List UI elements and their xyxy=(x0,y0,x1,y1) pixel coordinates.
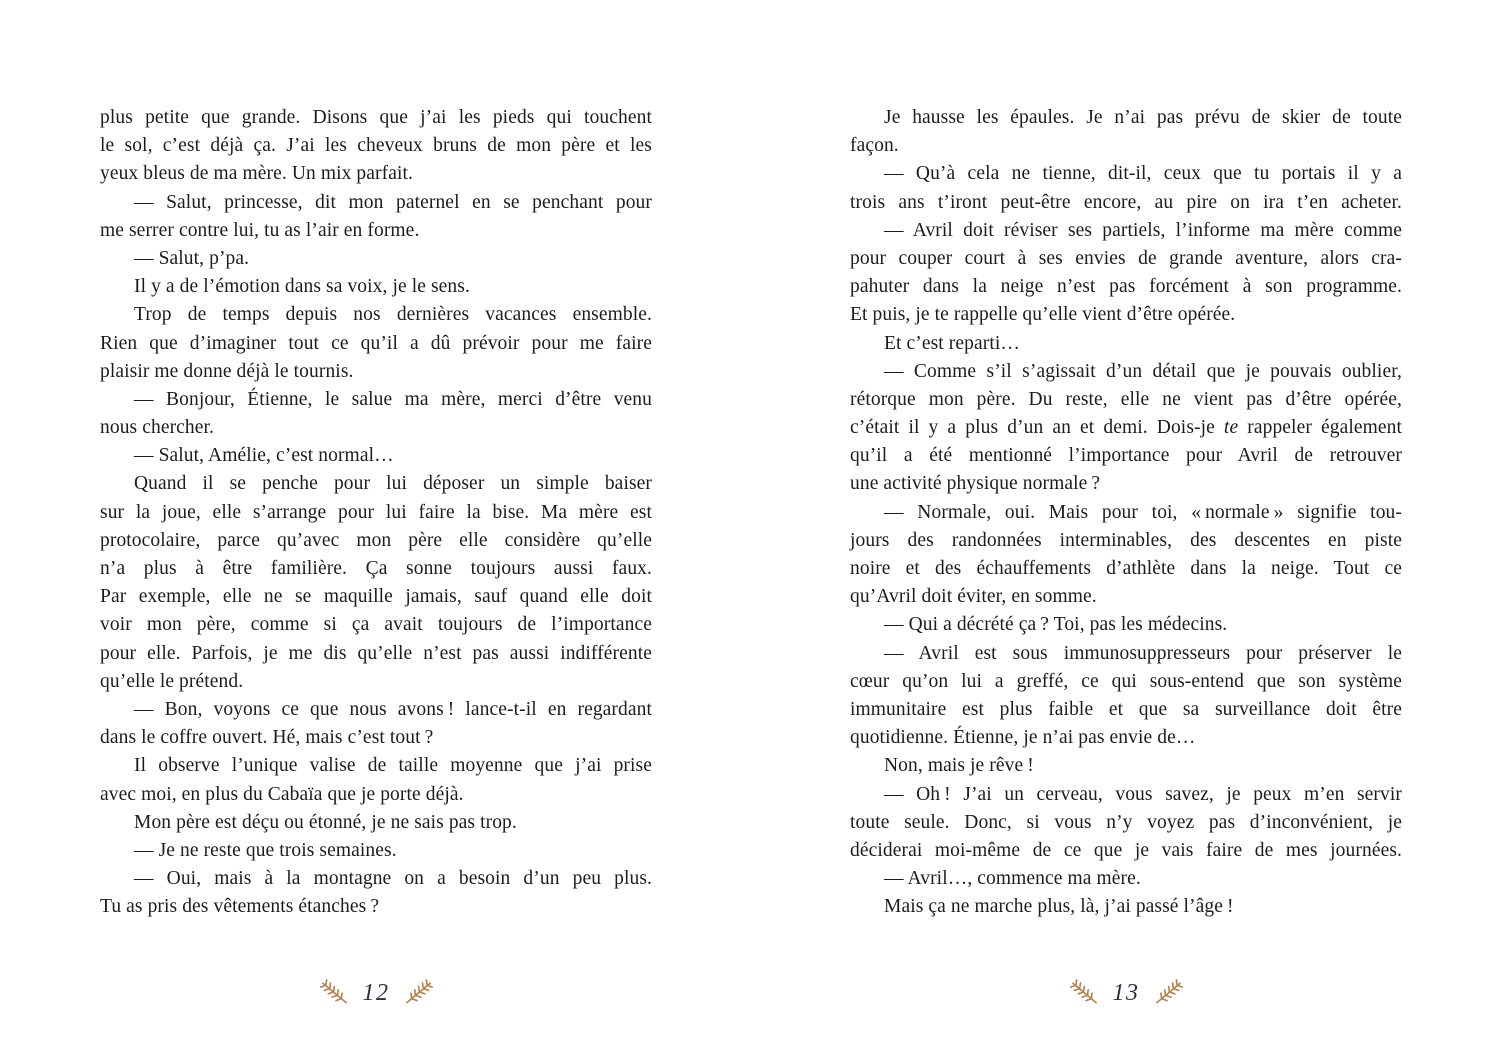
text-line: immunitaire est plus faible et que sa surveillance doit être xyxy=(850,698,1402,720)
text-line: nous chercher. xyxy=(100,417,215,439)
text-line: Et puis, je te rappelle qu’elle vient d’être opérée. xyxy=(850,304,1236,326)
text-line: protocolaire, parce qu’avec mon père elle considère qu’elle xyxy=(100,529,652,551)
leaf-sprig-right-icon xyxy=(404,979,433,1005)
text-line: c’était il y a plus d’un an et demi. Dois-je te rappeler également xyxy=(850,417,1402,439)
page-right-folio xyxy=(850,972,1402,1012)
text-line: Mais ça ne marche plus, là, j’ai passé l’âge ! xyxy=(884,896,1234,918)
page-left-text xyxy=(100,104,652,921)
page-number: 12 xyxy=(362,979,390,1006)
text-line: Je hausse les épaules. Je n’ai pas prévu de skier de toute xyxy=(884,107,1402,128)
text-line: — Avril est sous immunosuppresseurs pour préserver le xyxy=(884,642,1402,664)
text-line: — Comme s’il s’agissait d’un détail que je pouvais oublier, xyxy=(884,360,1402,382)
text-line: pour elle. Parfois, je me dis qu’elle n’est pas aussi indifférente xyxy=(100,642,652,664)
text-line: — Salut, princesse, dit mon paternel en se penchant pour xyxy=(134,191,652,213)
text-line: — Bon, voyons ce que nous avons ! lance-t-il en regardant xyxy=(134,698,652,720)
text-line: qu’Avril doit éviter, en somme. xyxy=(850,586,1097,608)
leaf-sprig-left-icon xyxy=(320,979,349,1005)
text-line: dans le coffre ouvert. Hé, mais c’est tout ? xyxy=(100,727,434,749)
text-line: — Avril…, commence ma mère. xyxy=(884,868,1141,890)
text-line: avec moi, en plus du Cabaïa que je porte déjà. xyxy=(100,783,464,805)
text-line: pour couper court à ses envies de grande aventure, alors cra- xyxy=(850,247,1402,269)
page-left xyxy=(100,104,652,1024)
text-line: — Salut, p’pa. xyxy=(134,247,250,269)
text-line: Par exemple, elle ne se maquille jamais, sauf quand elle doit xyxy=(100,586,652,608)
text-line: Et c’est reparti… xyxy=(884,332,1020,354)
text-line: — Bonjour, Étienne, le salue ma mère, merci d’être venu xyxy=(134,388,652,410)
text-line: — Qu’à cela ne tienne, dit-il, ceux que tu portais il y a xyxy=(884,163,1402,185)
text-line: une activité physique normale ? xyxy=(850,473,1101,495)
text-line: Quand il se penche pour lui déposer un simple baiser xyxy=(134,473,652,495)
text-line: n’a plus à être familière. Ça sonne toujours aussi faux. xyxy=(100,558,652,579)
page-right xyxy=(850,104,1402,1024)
text-line: yeux bleus de ma mère. Un mix parfait. xyxy=(100,163,413,185)
text-line: voir mon père, comme si ça avait toujours de l’importance xyxy=(100,614,652,636)
text-line: plus petite que grande. Disons que j’ai les pieds qui touchent xyxy=(100,107,652,128)
text-line: sur la joue, elle s’arrange pour lui faire la bise. Ma mère est xyxy=(100,501,652,523)
text-line: me serrer contre lui, tu as l’air en forme. xyxy=(100,219,420,241)
text-line: Non, mais je rêve ! xyxy=(884,755,1034,777)
text-line: — Normale, oui. Mais pour toi, « normale » signifie tou- xyxy=(884,501,1402,523)
page-right-text xyxy=(850,104,1402,921)
text-line: — Qui a décrété ça ? Toi, pas les médecins. xyxy=(884,614,1228,636)
text-line: — Salut, Amélie, c’est normal… xyxy=(134,445,394,467)
text-line: jours des randonnées interminables, des descentes en piste xyxy=(850,529,1402,551)
text-line: Il y a de l’émotion dans sa voix, je le sens. xyxy=(134,276,470,298)
text-line: — Avril doit réviser ses partiels, l’informe ma mère comme xyxy=(884,219,1402,241)
text-line: déciderai moi-même de ce que je vais faire de mes journées. xyxy=(850,839,1402,861)
text-line: pahuter dans la neige n’est pas forcément à son programme. xyxy=(850,276,1402,298)
text-line: rétorque mon père. Du reste, elle ne vient pas d’être opérée, xyxy=(850,388,1402,410)
text-line: trois ans t’iront peut-être encore, au pire on ira t’en acheter. xyxy=(850,191,1402,213)
text-line: Rien que d’imaginer tout ce qu’il a dû prévoir pour me faire xyxy=(100,332,652,354)
text-line: qu’il a été mentionné l’importance pour Avril de retrouver xyxy=(850,445,1402,467)
text-line: cœur qu’on lui a greffé, ce qui sous-entend que son système xyxy=(850,670,1402,692)
text-line: — Oui, mais à la montagne on a besoin d’un peu plus. xyxy=(134,868,652,890)
page-number: 13 xyxy=(1112,979,1140,1006)
text-line: Tu as pris des vêtements étanches ? xyxy=(100,896,380,918)
text-line: Il observe l’unique valise de taille moyenne que j’ai prise xyxy=(134,755,652,777)
text-line: — Je ne reste que trois semaines. xyxy=(134,839,397,861)
text-line: — Oh ! J’ai un cerveau, vous savez, je peux m’en servir xyxy=(884,783,1402,805)
text-line: plaisir me donne déjà le tournis. xyxy=(100,360,354,382)
leaf-sprig-left-icon xyxy=(1070,979,1099,1005)
text-line: toute seule. Donc, si vous n’y voyez pas d’inconvénient, je xyxy=(850,811,1402,833)
text-line: quotidienne. Étienne, je n’ai pas envie de… xyxy=(850,727,1196,749)
text-line: noire et des échauffements d’athlète dans la neige. Tout ce xyxy=(850,558,1402,579)
text-line: Mon père est déçu ou étonné, je ne sais pas trop. xyxy=(134,811,517,833)
leaf-sprig-right-icon xyxy=(1154,979,1183,1005)
text-line: Trop de temps depuis nos dernières vacances ensemble. xyxy=(134,304,652,326)
text-line: façon. xyxy=(850,135,899,157)
page-left-folio xyxy=(100,972,652,1012)
text-line: qu’elle le prétend. xyxy=(100,670,244,692)
text-line: le sol, c’est déjà ça. J’ai les cheveux bruns de mon père et les xyxy=(100,135,652,157)
